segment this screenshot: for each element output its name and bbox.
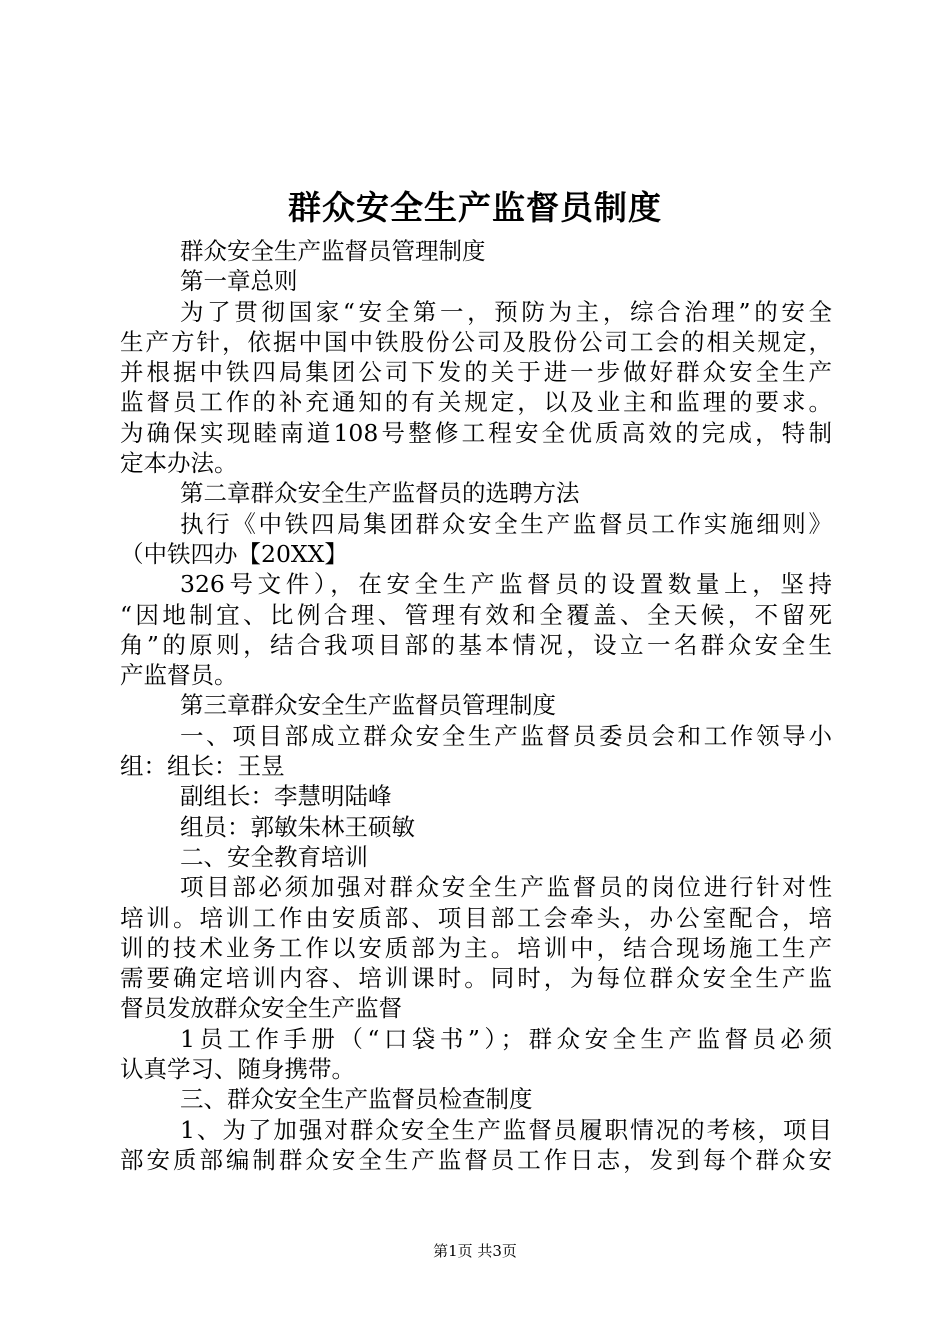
paragraph-line: 需要确定培训内容、培训课时。同时，为每位群众安全生产监	[120, 964, 832, 993]
paragraph-line: 第一章总则	[180, 267, 298, 296]
paragraph-line: 角”的原则，结合我项目部的基本情况，设立一名群众安全生	[120, 630, 832, 659]
paragraph-line: 定本办法。	[120, 449, 238, 478]
paragraph-line: 二、安全教育培训	[180, 842, 368, 871]
paragraph-line: 副组长：李慧明陆峰	[180, 782, 392, 811]
paragraph-line: 项目部必须加强对群众安全生产监督员的岗位进行针对性	[180, 873, 832, 902]
paragraph-line: 为确保实现睦南道108号整修工程安全优质高效的完成，特制	[120, 418, 832, 447]
paragraph-line: 为了贯彻国家“安全第一，预防为主，综合治理”的安全	[180, 297, 832, 326]
paragraph-line: 1员工作手册（“口袋书”）；群众安全生产监督员必须	[180, 1024, 832, 1053]
paragraph-line: 认真学习、随身携带。	[120, 1055, 355, 1084]
paragraph-line: 生产方针，依据中国中铁股份公司及股份公司工会的相关规定，	[120, 327, 832, 356]
paragraph-line: 第三章群众安全生产监督员管理制度	[180, 691, 556, 720]
document-body	[120, 236, 832, 1175]
paragraph-line: 组员：郭敏朱林王硕敏	[180, 812, 415, 841]
paragraph-line: 培训。培训工作由安质部、项目部工会牵头，办公室配合，培	[120, 903, 832, 932]
paragraph-line: 第二章群众安全生产监督员的选聘方法	[180, 479, 580, 508]
paragraph-line: 部安质部编制群众安全生产监督员工作日志，发到每个群众安	[120, 1145, 832, 1174]
paragraph-line: 督员发放群众安全生产监督	[120, 994, 402, 1023]
paragraph-line: 1、为了加强对群众安全生产监督员履职情况的考核，项目	[180, 1115, 832, 1144]
paragraph-line: “因地制宜、比例合理、管理有效和全覆盖、全天候，不留死	[120, 600, 832, 629]
paragraph-line: 326号文件），在安全生产监督员的设置数量上，坚持	[180, 570, 832, 599]
paragraph-line: 一、项目部成立群众安全生产监督员委员会和工作领导小	[180, 721, 832, 750]
paragraph-line: 群众安全生产监督员管理制度	[180, 237, 486, 265]
paragraph-line: 组：组长：王昱	[120, 752, 285, 781]
paragraph-line: 训的技术业务工作以安质部为主。培训中，结合现场施工生产	[120, 933, 832, 962]
paragraph-line: 并根据中铁四局集团公司下发的关于进一步做好群众安全生产	[120, 358, 832, 387]
page-footer: 第1页 共3页	[433, 1242, 517, 1260]
paragraph-line: 三、群众安全生产监督员检查制度	[180, 1085, 533, 1114]
paragraph-line: 执行《中铁四局集团群众安全生产监督员工作实施细则》	[180, 509, 832, 538]
paragraph-line: 监督员工作的补充通知的有关规定，以及业主和监理的要求。	[120, 388, 832, 417]
document-title: 群众安全生产监督员制度	[288, 188, 662, 227]
paragraph-line: （中铁四办【20XX】	[120, 539, 348, 568]
paragraph-line: 产监督员。	[120, 661, 238, 690]
